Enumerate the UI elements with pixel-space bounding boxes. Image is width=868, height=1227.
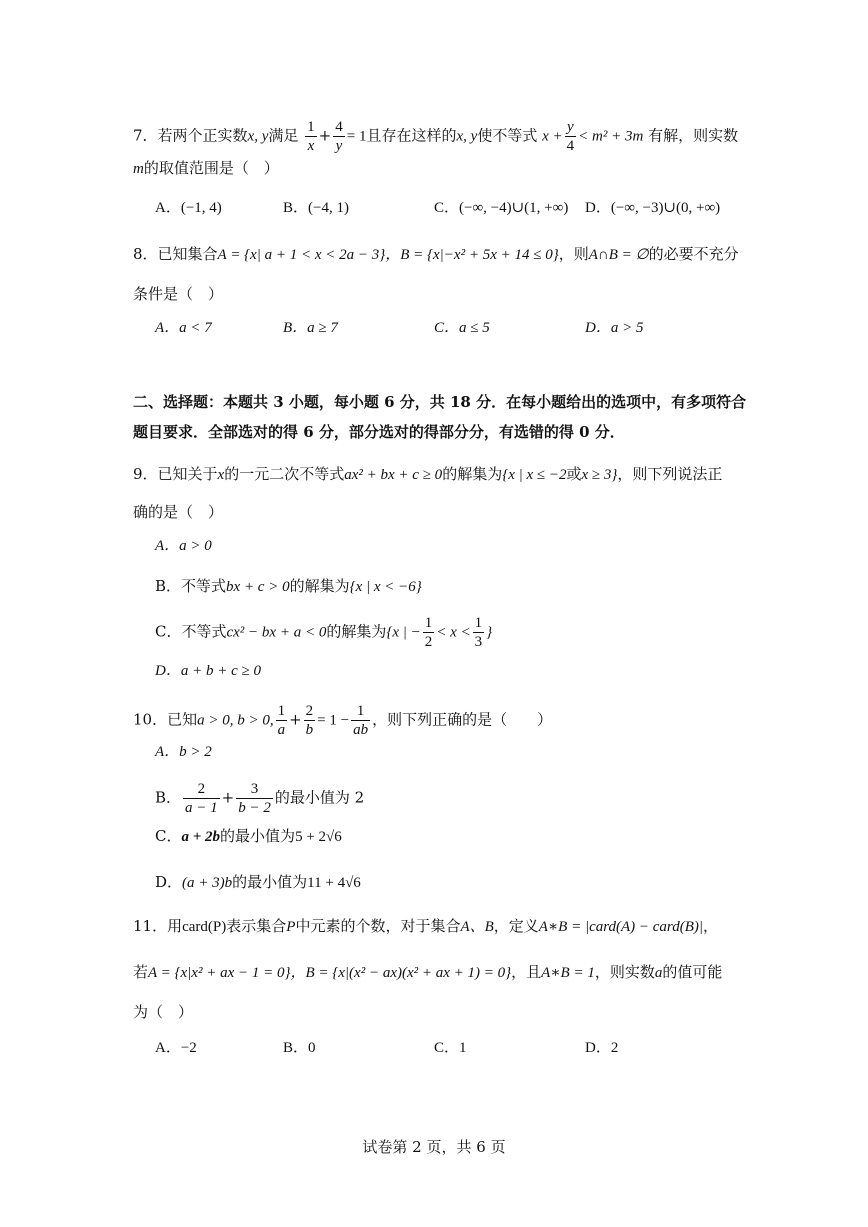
- q11-text: ，且: [511, 963, 542, 981]
- q9-math: ax² + bx + c ≥ 0: [344, 467, 443, 483]
- q9-text: 的解集为: [442, 465, 503, 483]
- q7-math: x, y: [247, 128, 269, 145]
- q7-text: 的取值范围是（ ）: [143, 159, 279, 177]
- q9-c-text: C．不等式: [155, 622, 227, 641]
- q9-b-text: B．不等式: [155, 577, 227, 595]
- q10-d-text: D．: [155, 873, 183, 891]
- q9-text: 确的是（ ）: [133, 503, 224, 521]
- q8-text: 条件是（ ）: [133, 285, 224, 303]
- fraction-1-over-3: $\frac{1}{3}$: [474, 615, 483, 650]
- q8-text: 8．已知集合: [133, 245, 218, 263]
- q8-math: A = {x| a + 1 < x < 2a − 3}，B = {x|−x² + 5x + 14 ≤ 0}: [217, 247, 559, 263]
- q11-text: 中元素的个数，对于集合: [295, 917, 461, 935]
- q10-math: = 1 −: [317, 712, 350, 729]
- q9-math: x: [217, 467, 225, 483]
- q7-math: m: [133, 161, 144, 177]
- q7-option-c: C．(−∞, −4)∪(1, +∞): [434, 200, 569, 216]
- fraction-1-over-ab: $\frac{1}{ab}$: [353, 703, 369, 738]
- q7-option-a: A．(−1, 4): [155, 200, 222, 216]
- q11-text: ，定义: [493, 917, 539, 935]
- q7-text: 且存在这样的: [366, 126, 457, 145]
- q8-option-a: A．a < 7: [155, 320, 212, 336]
- q7-line1: 7．若两个正实数x, y满足 $\frac{1}{x}$ + $\frac{4}{y}$ = 1且存在这样的x, y使不等式 x + $\frac{y}{4}$ < m² + 3m 有解，则实数: [133, 119, 739, 154]
- fraction-4-over-y: $\frac{4}{y}$: [335, 119, 343, 154]
- q7-text: 满足: [268, 126, 299, 145]
- q10-c-text: 的最小值为: [220, 827, 296, 845]
- q10-d-math: 11 + 4√6: [307, 875, 361, 891]
- q8-line1: [133, 244, 739, 265]
- q9-text: 或: [566, 465, 582, 483]
- q11-text: 的值可能: [662, 963, 723, 981]
- q11-line2: [133, 962, 722, 983]
- q10-line1: 10．已知a > 0, b > 0, $\frac{1}{a}$ + $\frac{2}{b}$ = 1 − $\frac{1}{ab}$ ，则下列正确的是（ ）: [133, 703, 553, 738]
- fraction-1-over-x: $\frac{1}{x}$: [307, 119, 315, 154]
- section2-line2: 题目要求．全部选对的得 6 分，部分选对的得部分分，有选错的得 0 分．: [133, 423, 625, 441]
- q10-b-text: B．: [155, 788, 182, 807]
- q11-text: 11．用: [133, 917, 183, 935]
- q9-option-d: D．a + b + c ≥ 0: [155, 663, 261, 679]
- fraction-1-over-a: $\frac{1}{a}$: [277, 703, 286, 738]
- q10-c-math: 5 + 2√6: [295, 829, 342, 845]
- q11-line3: [133, 1002, 193, 1022]
- q7-text: 有解，则实数: [648, 126, 739, 145]
- q10-option-c: [155, 826, 342, 847]
- q9-text: 的一元二次不等式: [224, 465, 345, 483]
- q11-math: P: [286, 919, 296, 935]
- q8-option-c: C．a ≤ 5: [434, 320, 490, 336]
- q9-option-c: [155, 614, 492, 651]
- q11-option-b: B．0: [283, 1040, 316, 1056]
- q10-c-math: a + 2b: [181, 829, 221, 845]
- q10-d-text: 的最小值为: [232, 873, 308, 891]
- q9-math: x ≥ 3}: [581, 467, 618, 483]
- q11-option-c: C．1: [434, 1040, 467, 1056]
- q11-math: A = {x|x² + ax − 1 = 0}，B = {x|(x² − ax)(x² + ax + 1) = 0}: [148, 965, 512, 981]
- q7-text: 7．若两个正实数: [133, 126, 248, 145]
- q11-math: A、B: [460, 919, 494, 935]
- q10-c-text: C．: [155, 827, 182, 845]
- q11-text: 为（ ）: [133, 1003, 194, 1021]
- q9-line1: [133, 464, 722, 485]
- q9-text: 9．已知关于: [133, 465, 218, 483]
- q9-b-text: 的解集为: [289, 577, 350, 595]
- fraction-2-over-b: $\frac{2}{b}$: [305, 703, 314, 738]
- q7-math: x, y: [456, 128, 478, 145]
- q7-option-b: B．(−4, 1): [283, 200, 349, 216]
- q9-option-b: [155, 576, 422, 597]
- q9-line2: [133, 502, 223, 522]
- q11-math: A∗B = |card(A) − card(B)|: [538, 919, 703, 935]
- q10-math: a > 0, b > 0,: [197, 712, 274, 729]
- q8-line2: [133, 284, 223, 304]
- q8-text: ，则: [558, 245, 589, 263]
- q11-text: ，: [703, 917, 719, 935]
- q11-option-d: D．2: [585, 1040, 619, 1056]
- page-footer: 试卷第 2 页，共 6 页: [362, 1138, 506, 1156]
- q10-d-math: (a + 3)b: [182, 875, 233, 891]
- q11-math: card(P): [182, 919, 227, 935]
- q11-math: a: [654, 965, 663, 981]
- fraction-1-over-2: $\frac{1}{2}$: [424, 615, 433, 650]
- q9-c-math: {x | −: [386, 624, 421, 641]
- q10-text: ，则下列正确的是（ ）: [372, 710, 553, 729]
- q8-option-b: B．a ≥ 7: [283, 320, 338, 336]
- q11-math: A∗B = 1: [541, 965, 595, 981]
- fraction-3-over-b-minus-2: $\frac{3}{b - 2}$: [238, 781, 271, 816]
- q9-math: {x | x ≤ −2: [502, 467, 567, 483]
- q10-option-a: A．b > 2: [155, 744, 212, 760]
- q7-math: = 1: [346, 128, 367, 145]
- q9-option-a: A．a > 0: [155, 538, 212, 554]
- fraction-y-over-4: $\frac{y}{4}$: [566, 119, 575, 154]
- q9-c-math: }: [486, 624, 493, 641]
- section2-line1: 二、选择题：本题共 3 小题，每小题 6 分，共 18 分．在每小题给出的选项中，有多项符合: [133, 393, 747, 411]
- q10-option-d: [155, 872, 361, 893]
- q9-c-math: < x <: [436, 624, 471, 641]
- q10-text: 10．已知: [133, 710, 198, 729]
- q11-text: ，则实数: [594, 963, 655, 981]
- q7-math: < m² + 3m: [578, 128, 644, 145]
- q9-c-text: 的解集为: [326, 622, 387, 641]
- q7-text: 使不等式: [477, 126, 538, 145]
- q9-b-math: {x | x < −6}: [349, 579, 422, 595]
- q7-option-d: D．(−∞, −3)∪(0, +∞): [585, 200, 721, 216]
- q8-math: A∩B = ∅: [588, 247, 649, 263]
- q7-math: x +: [542, 128, 563, 145]
- q10-b-text: 的最小值为 2: [274, 788, 365, 807]
- q11-option-a: A．−2: [155, 1040, 197, 1056]
- q8-text: 的必要不充分: [648, 245, 739, 263]
- q11-text: 表示集合: [226, 917, 287, 935]
- q7-line2: [133, 158, 279, 179]
- q11-line1: [133, 916, 718, 937]
- q11-text: 若: [133, 963, 149, 981]
- q8-option-d: D．a > 5: [585, 320, 644, 336]
- q9-c-math: cx² − bx + a < 0: [226, 624, 327, 641]
- fraction-2-over-a-minus-1: $\frac{2}{a - 1}$: [185, 781, 218, 816]
- q9-text: ，则下列说法正: [617, 465, 723, 483]
- q9-b-math: bx + c > 0: [226, 579, 290, 595]
- q10-option-b: B． $\frac{2}{a - 1}$ + $\frac{3}{b - 2}$ 的最小值为 2: [155, 781, 365, 816]
